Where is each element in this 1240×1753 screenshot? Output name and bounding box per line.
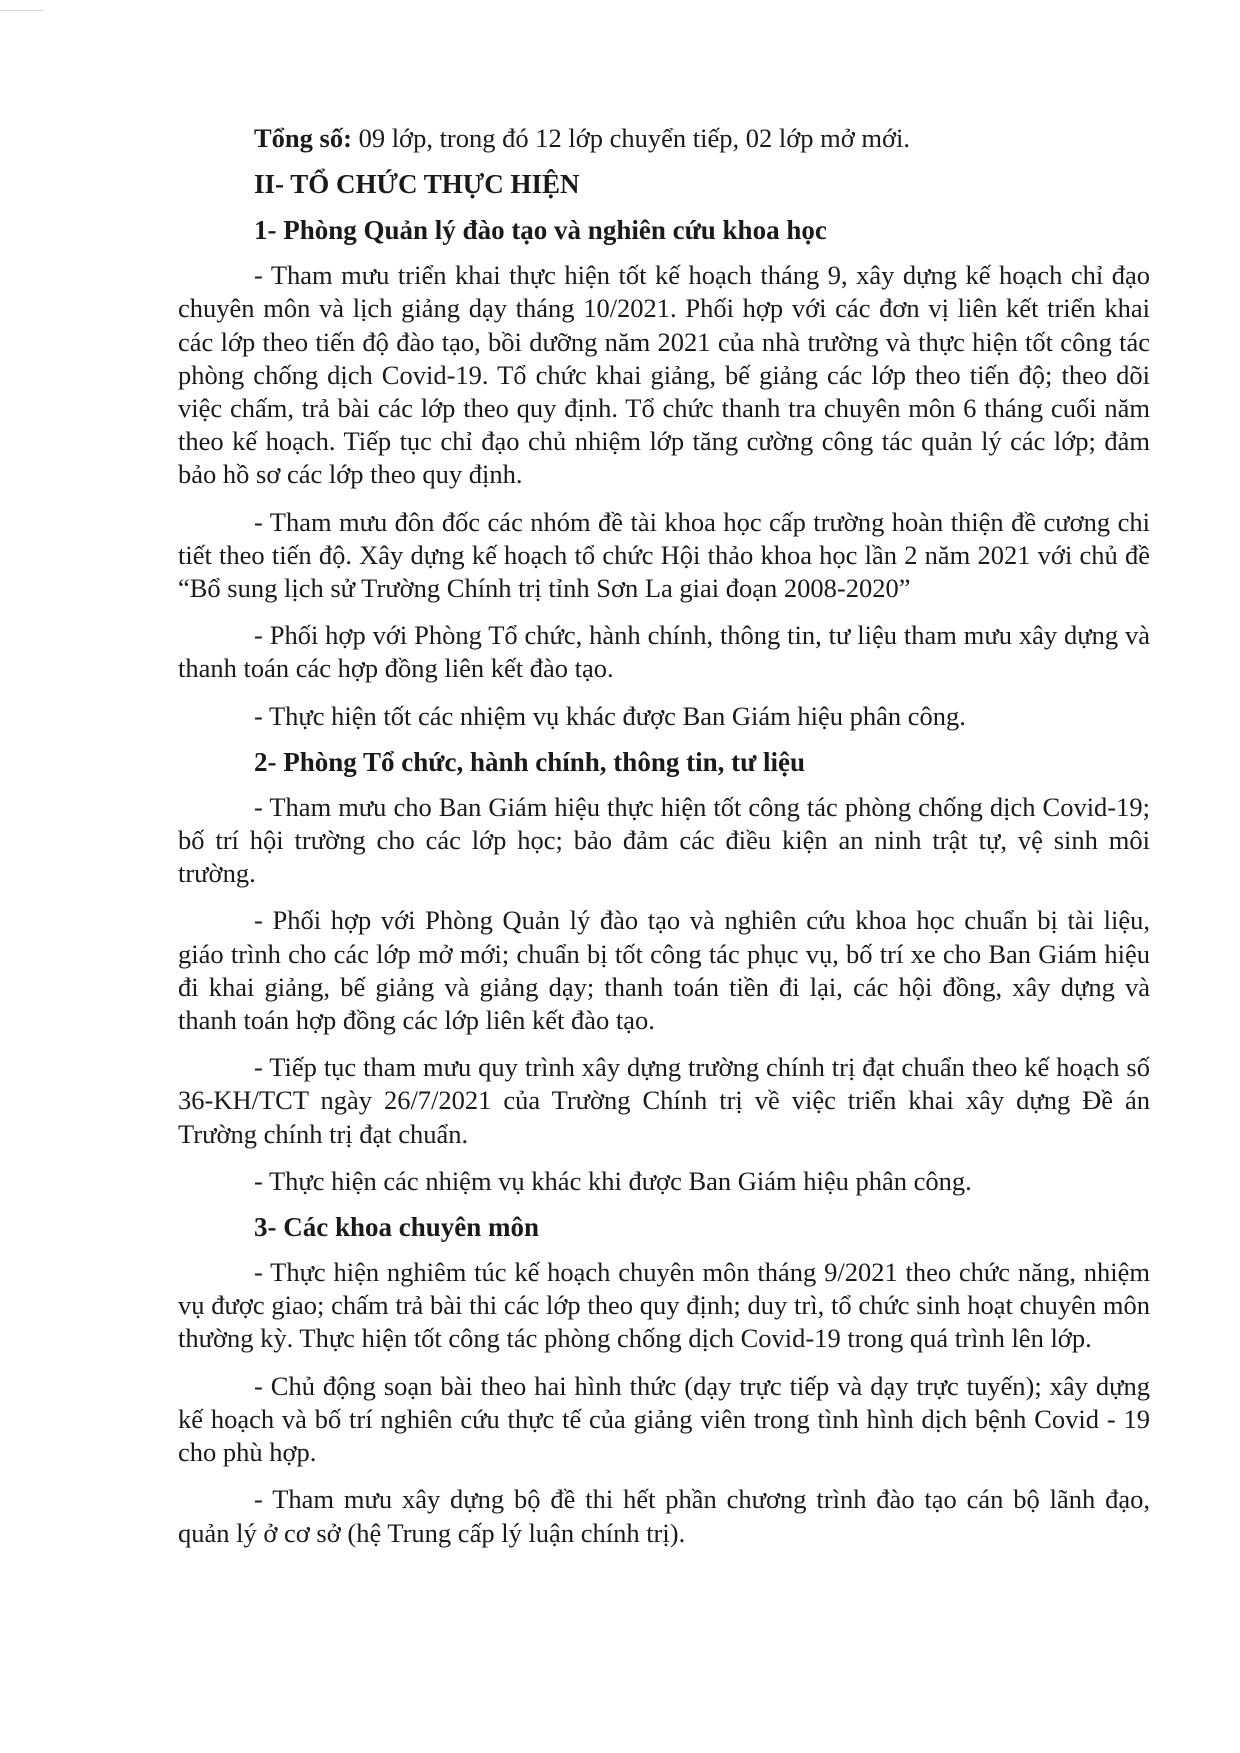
- section-2-paragraph: - Tham mưu cho Ban Giám hiệu thực hiện tốt công tác phòng chống dịch Covid-19; bố trí hội trường cho các lớp học; bảo đảm các điều kiện an ninh trật tự, vệ sinh môi trường.: [178, 791, 1150, 889]
- section-1-paragraph: - Phối hợp với Phòng Tổ chức, hành chính, thông tin, tư liệu tham mưu xây dựng và thanh toán các hợp đồng liên kết đào tạo.: [178, 620, 1150, 684]
- section-3-paragraph: - Tham mưu xây dựng bộ đề thi hết phần chương trình đào tạo cán bộ lãnh đạo, quản lý ở cơ sở (hệ Trung cấp lý luận chính trị).: [178, 1484, 1150, 1548]
- section-2-paragraph: - Phối hợp với Phòng Quản lý đào tạo và nghiên cứu khoa học chuẩn bị tài liệu, giáo trình cho các lớp mở mới; chuẩn bị tốt công tác phục vụ, bố trí xe cho Ban Giám hiệu đi khai giảng, bế giảng và giảng dạy; thanh toán tiền đi lại, các hội đồng, xây dựng và thanh toán hợp đồng các lớp liên kết đào tạo.: [178, 905, 1150, 1036]
- document-page: [178, 122, 1150, 1550]
- section-3-paragraph: - Chủ động soạn bài theo hai hình thức (dạy trực tiếp và dạy trực tuyến); xây dựng kế hoạch và bố trí nghiên cứu thực tế của giảng viên trong tình hình dịch bệnh Covid - 19 cho phù hợp.: [178, 1370, 1150, 1468]
- section-1-paragraph: - Thực hiện tốt các nhiệm vụ khác được Ban Giám hiệu phân công.: [254, 700, 966, 731]
- section-2-paragraph: - Tiếp tục tham mưu quy trình xây dựng trường chính trị đạt chuẩn theo kế hoạch số 36-KH/TCT ngày 26/7/2021 của Trường Chính trị về việc triển khai xây dựng Đề án Trường chính trị đạt chuẩn.: [178, 1052, 1150, 1149]
- section-1-paragraph: - Tham mưu đôn đốc các nhóm đề tài khoa học cấp trường hoàn thiện đề cương chi tiết theo tiến độ. Xây dựng kế hoạch tổ chức Hội thảo khoa học lần 2 năm 2021 với chủ đề “Bổ sung lịch sử Trường Chính trị tỉnh Sơn La giai đoạn 2008-2020”: [178, 506, 1150, 604]
- summary-line: [178, 122, 1150, 155]
- section-2-paragraph: - Thực hiện các nhiệm vụ khác khi được Ban Giám hiệu phân công.: [254, 1165, 972, 1196]
- summary-text: 09 lớp, trong đó 12 lớp chuyển tiếp, 02 lớp mở mới.: [351, 123, 911, 153]
- section-1-paragraph: - Tham mưu triển khai thực hiện tốt kế hoạch tháng 9, xây dựng kế hoạch chỉ đạo chuyên môn và lịch giảng dạy tháng 10/2021. Phối hợp với các đơn vị liên kết triển khai các lớp theo tiến độ đào tạo, bồi dưỡng năm 2021 của nhà trường và thực hiện tốt công tác phòng chống dịch Covid-19. Tổ chức khai giảng, bế giảng các lớp theo tiến độ; theo dõi việc chấm, trả bài các lớp theo quy định. Tổ chức thanh tra chuyên môn 6 tháng cuối năm theo kế hoạch. Tiếp tục chỉ đạo chủ nhiệm lớp tăng cường công tác quản lý các lớp; đảm bảo hồ sơ các lớp theo quy định.: [178, 260, 1150, 490]
- section-2-title: 2- Phòng Tổ chức, hành chính, thông tin, tư liệu: [254, 746, 806, 777]
- section-3-paragraph: - Thực hiện nghiêm túc kế hoạch chuyên môn tháng 9/2021 theo chức năng, nhiệm vụ được giao; chấm trả bài thi các lớp theo quy định; duy trì, tổ chức sinh hoạt chuyên môn thường kỳ. Thực hiện tốt công tác phòng chống dịch Covid-19 trong quá trình lên lớp.: [178, 1257, 1150, 1354]
- section-1-title: 1- Phòng Quản lý đào tạo và nghiên cứu khoa học: [254, 215, 827, 246]
- scan-edge-mark: [0, 10, 44, 11]
- section-title: II- TỔ CHỨC THỰC HIỆN: [254, 169, 580, 200]
- section-3-title: 3- Các khoa chuyên môn: [254, 1212, 540, 1243]
- summary-label: Tổng số:: [254, 123, 352, 153]
